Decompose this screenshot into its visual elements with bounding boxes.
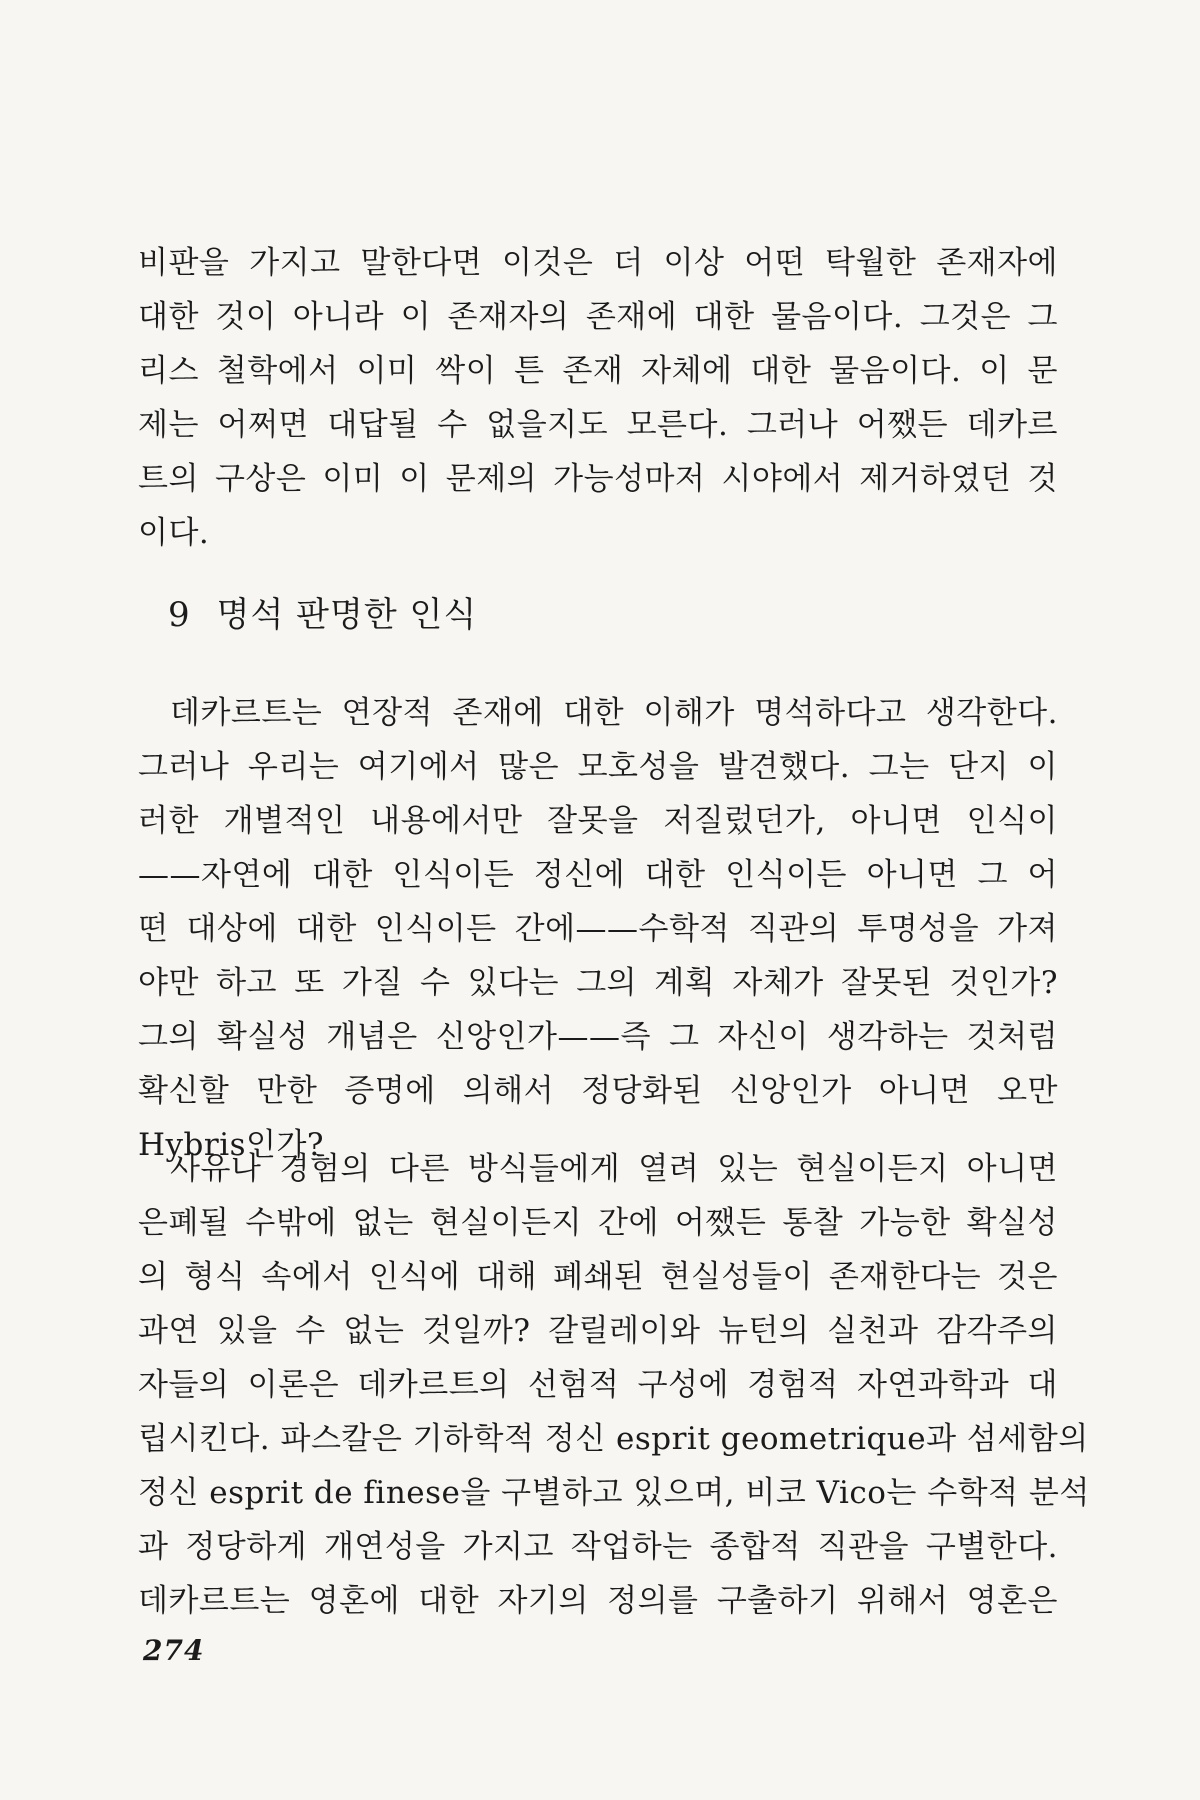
intro-paragraph [138, 236, 1058, 560]
text-line: 이다. [138, 515, 210, 551]
text-line: 의 형식 속에서 인식에 대해 폐쇄된 현실성들이 존재한다는 것은 [138, 1259, 1058, 1295]
section-paragraph-2 [138, 1142, 1090, 1628]
text-line: 그의 확실성 개념은 신앙인가——즉 그 자신이 생각하는 것처럼 [138, 1019, 1058, 1055]
text-line: 과연 있을 수 없는 것일까? 갈릴레이와 뉴턴의 실천과 감각주의 [138, 1313, 1058, 1349]
text-line: 리스 철학에서 이미 싹이 튼 존재 자체에 대한 물음이다. 이 문 [138, 353, 1058, 389]
text-line: 떤 대상에 대한 인식이든 간에——수학적 직관의 투명성을 가져 [138, 911, 1058, 947]
text-line: 데카르트는 영혼에 대한 자기의 정의를 구출하기 위해서 영혼은 [138, 1583, 1058, 1619]
section-heading [168, 588, 477, 642]
section-title: 명석 판명한 인식 [216, 595, 478, 635]
text-line: 립시킨다. 파스칼은 기하학적 정신 esprit geometrique과 섬세함의 [138, 1421, 1089, 1457]
text-line: 확신할 만한 증명에 의해서 정당화된 신앙인가 아니면 오만 [138, 1073, 1058, 1109]
text-line: Hybris인가? [138, 1127, 325, 1163]
section-paragraph-1 [138, 686, 1058, 1172]
text-line: 그러나 우리는 여기에서 많은 모호성을 발견했다. 그는 단지 이 [138, 749, 1058, 785]
text-line: 데카르트는 연장적 존재에 대한 이해가 명석하다고 생각한다. [170, 695, 1058, 731]
text-line: 트의 구상은 이미 이 문제의 가능성마저 시야에서 제거하였던 것 [138, 461, 1058, 497]
text-line: 과 정당하게 개연성을 가지고 작업하는 종합적 직관을 구별한다. [138, 1529, 1058, 1565]
text-line: 사유나 경험의 다른 방식들에게 열려 있는 현실이든지 아니면 [170, 1151, 1058, 1187]
text-line: 대한 것이 아니라 이 존재자의 존재에 대한 물음이다. 그것은 그 [138, 299, 1058, 335]
section-number: 9 [168, 595, 191, 635]
text-line: 자들의 이론은 데카르트의 선험적 구성에 경험적 자연과학과 대 [138, 1367, 1058, 1403]
page-number: 274 [143, 1634, 205, 1667]
text-line: ——자연에 대한 인식이든 정신에 대한 인식이든 아니면 그 어 [138, 857, 1058, 893]
text-line: 야만 하고 또 가질 수 있다는 그의 계획 자체가 잘못된 것인가? [138, 965, 1058, 1001]
text-line: 러한 개별적인 내용에서만 잘못을 저질렀던가, 아니면 인식이 [138, 803, 1058, 839]
text-line: 정신 esprit de finese을 구별하고 있으며, 비코 Vico는 수학적 분석 [138, 1475, 1090, 1511]
text-line: 은폐될 수밖에 없는 현실이든지 간에 어쨌든 통찰 가능한 확실성 [138, 1205, 1058, 1241]
text-line: 비판을 가지고 말한다면 이것은 더 이상 어떤 탁월한 존재자에 [138, 245, 1058, 281]
text-line: 제는 어쩌면 대답될 수 없을지도 모른다. 그러나 어쨌든 데카르 [138, 407, 1058, 443]
